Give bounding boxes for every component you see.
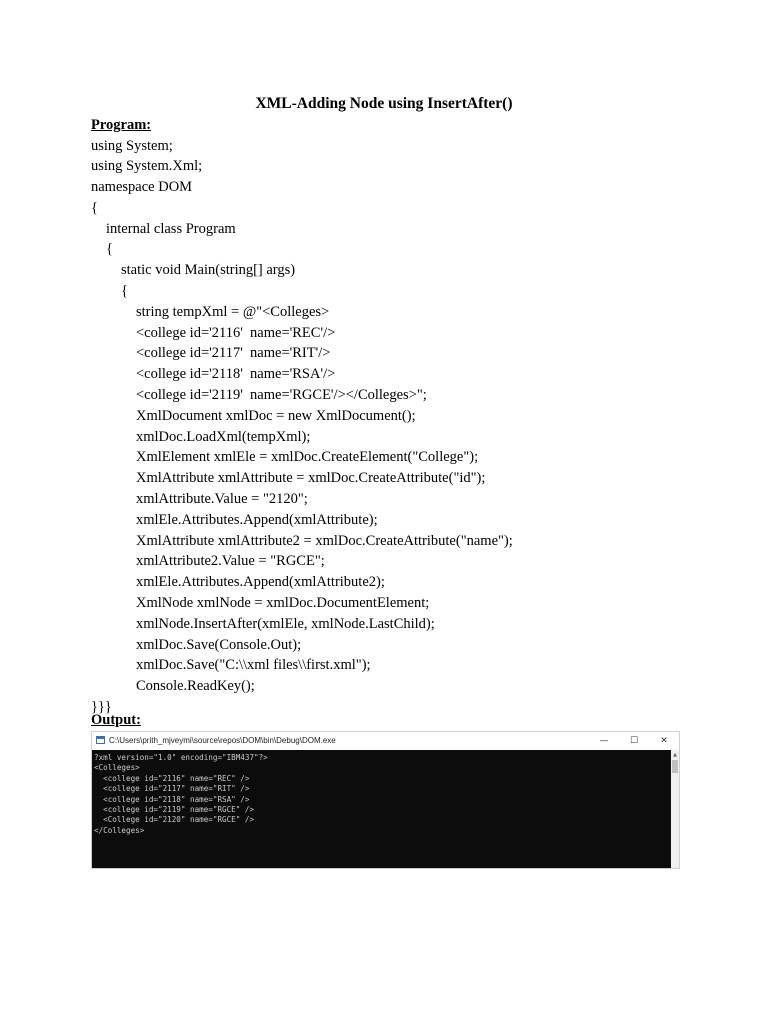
code-line: xmlEle.Attributes.Append(xmlAttribute); [136,511,378,528]
code-line: <college id='2119' name='RGCE'/></Colleges>"; [136,387,427,404]
code-line: xmlDoc.Save(Console.Out); [136,636,302,653]
code-line: XmlElement xmlEle = xmlDoc.CreateElement("College"); [136,449,479,466]
console-line: ?xml version="1.0" encoding="IBM437"?> [94,753,268,762]
console-line: <College id="2120" name="RGCE" /> [94,815,255,825]
code-listing [91,136,731,718]
code-line: xmlDoc.Save("C:\\xml files\\first.xml"); [136,657,371,674]
console-window-title: C:\Users\prith_mjveymi\source\repos\DOM\bin\Debug\DOM.exe [109,736,336,745]
code-line: using System; [91,137,173,154]
code-line: <college id='2117' name='RIT'/> [136,345,331,362]
code-line: { [91,199,98,216]
scroll-thumb [672,760,678,773]
output-heading: Output: [91,712,141,728]
code-line: XmlNode xmlNode = xmlDoc.DocumentElement; [136,595,430,612]
console-titlebar [92,732,679,750]
code-line: <college id='2118' name='RSA'/> [136,366,336,383]
code-line: <college id='2116' name='REC'/> [136,324,336,341]
console-window-screenshot [91,731,680,869]
program-heading: Program: [91,117,152,133]
console-output [92,750,671,869]
console-app-icon [96,736,105,744]
console-line: <college id="2117" name="RIT" /> [94,784,250,794]
scroll-up-icon: ▲ [673,752,677,758]
code-line: Console.ReadKey(); [136,678,255,695]
code-line: { [121,283,128,300]
console-line: <Colleges> [94,763,140,773]
page-title: XML-Adding Node using InsertAfter() [255,95,513,112]
console-scrollbar [671,750,679,869]
console-line: </Colleges> [94,825,145,835]
console-line: <college id="2118" name="RSA" /> [94,794,250,804]
console-line: <college id="2116" name="REC" /> [94,773,250,783]
code-line: static void Main(string[] args) [121,262,296,279]
code-line: XmlAttribute xmlAttribute = xmlDoc.CreateAttribute("id"); [136,470,486,487]
code-line: { [106,241,113,258]
code-line: internal class Program [106,220,236,237]
code-line: }}} [91,699,112,716]
close-icon: ✕ [660,736,668,746]
console-line: <college id="2119" name="RGCE" /> [94,805,255,815]
code-line: xmlAttribute.Value = "2120"; [136,491,308,508]
code-line: xmlAttribute2.Value = "RGCE"; [136,553,325,570]
code-line: using System.Xml; [91,158,203,175]
minimize-icon: — [599,736,609,746]
code-line: XmlDocument xmlDoc = new XmlDocument(); [136,407,416,424]
code-line: namespace DOM [91,179,193,196]
code-line: xmlNode.InsertAfter(xmlEle, xmlNode.LastChild); [136,615,435,632]
code-line: XmlAttribute xmlAttribute2 = xmlDoc.CreateAttribute("name"); [136,532,513,549]
code-line: xmlDoc.LoadXml(tempXml); [136,428,311,445]
code-line: xmlEle.Attributes.Append(xmlAttribute2); [136,574,385,591]
code-line: string tempXml = @"<Colleges> [136,303,330,320]
maximize-icon: ☐ [629,736,639,746]
